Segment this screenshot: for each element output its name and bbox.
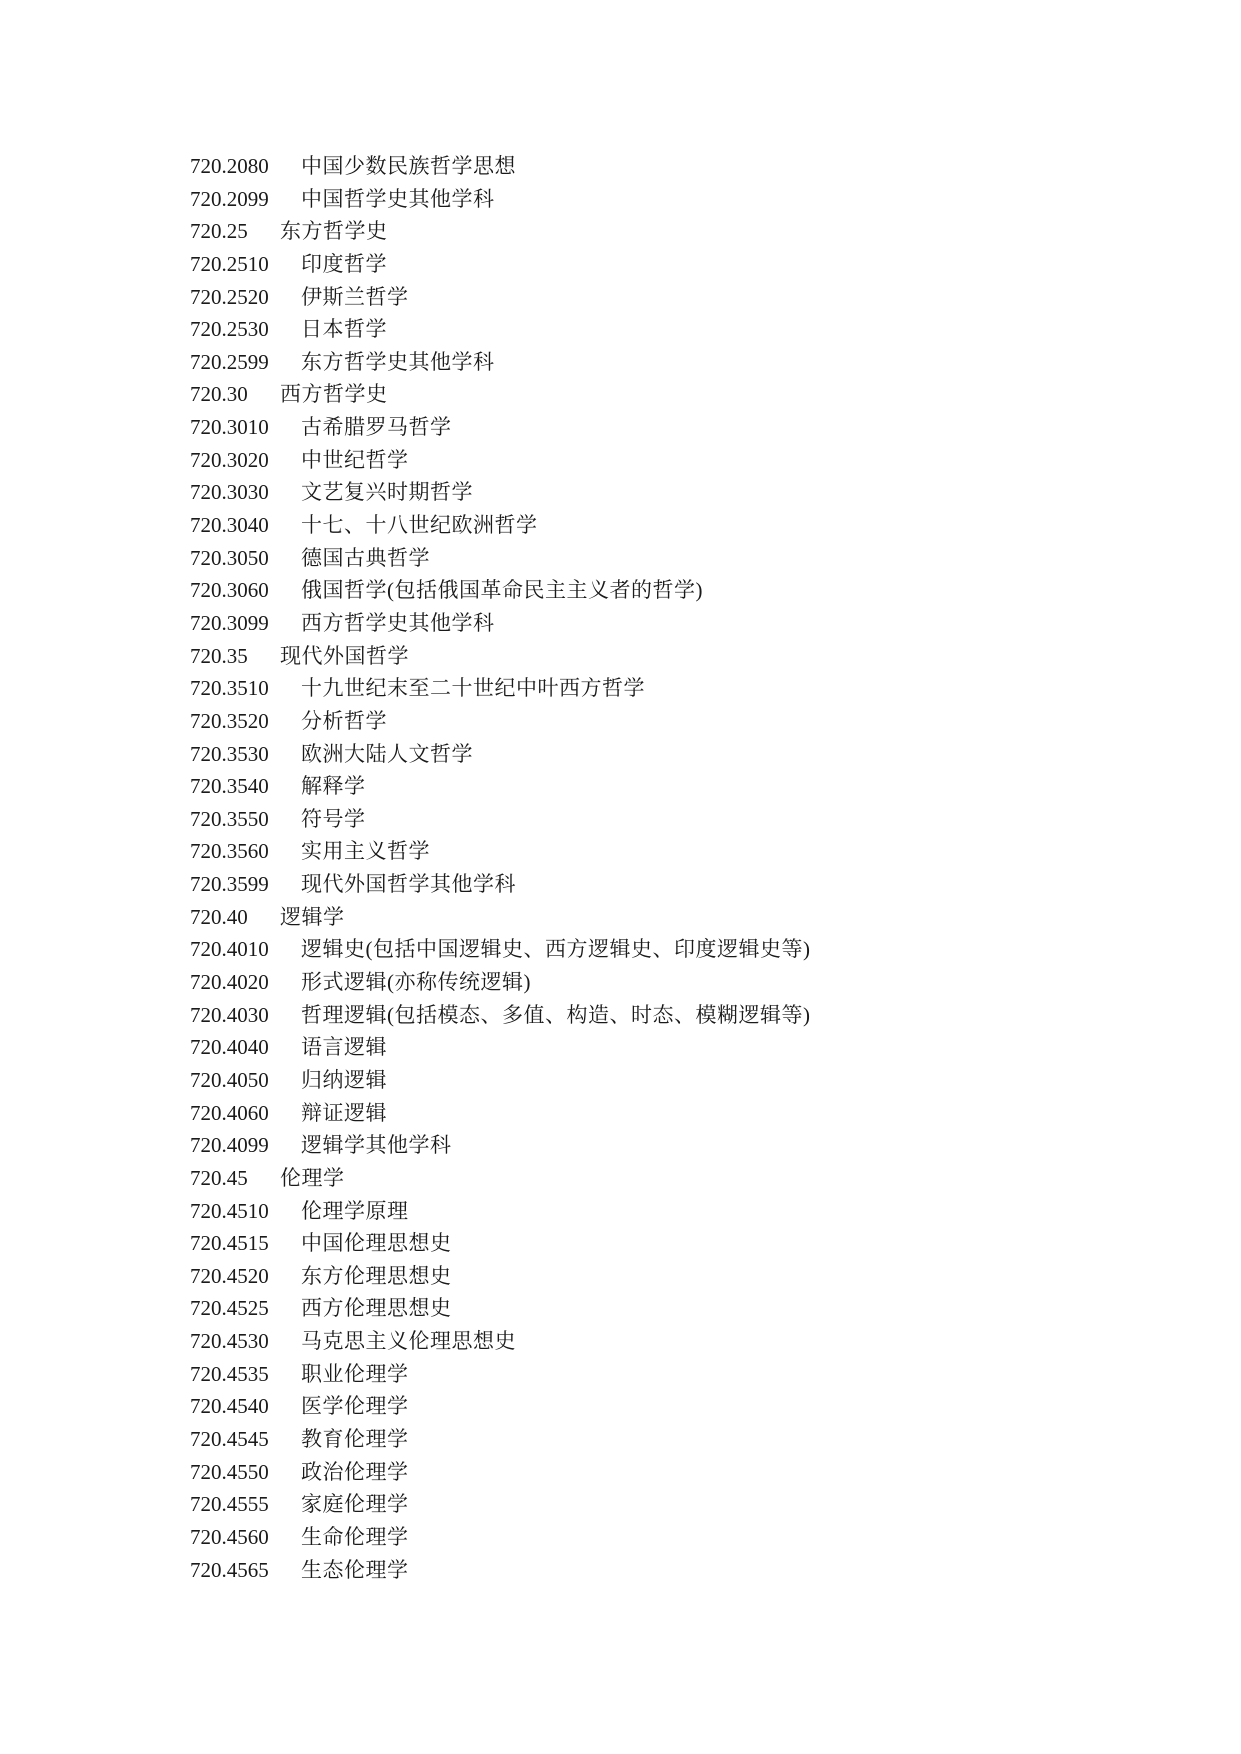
- entry-label: 分析哲学: [301, 708, 387, 733]
- classification-entry: [190, 1129, 810, 1162]
- classification-entry: [190, 1031, 810, 1064]
- classification-entry: [190, 640, 810, 673]
- classification-entry: [190, 1456, 810, 1489]
- classification-list: [190, 150, 810, 1586]
- entry-label: 中世纪哲学: [301, 447, 409, 472]
- entry-code: 720.3099: [190, 610, 269, 635]
- classification-entry: [190, 1064, 810, 1097]
- entry-label: 文艺复兴时期哲学: [301, 480, 473, 505]
- classification-entry: [190, 183, 810, 216]
- classification-entry: [190, 1227, 810, 1260]
- classification-entry: [190, 542, 810, 575]
- classification-entry: [190, 803, 810, 836]
- classification-entry: [190, 1488, 810, 1521]
- entry-code: 720.3560: [190, 839, 269, 864]
- classification-entry: [190, 607, 810, 640]
- entry-code: 720.2599: [190, 349, 269, 374]
- entry-label: 中国伦理思想史: [301, 1231, 452, 1256]
- entry-label: 职业伦理学: [301, 1361, 409, 1386]
- entry-label: 十九世纪末至二十世纪中叶西方哲学: [301, 676, 645, 701]
- classification-entry: [190, 901, 810, 934]
- classification-entry: [190, 150, 810, 183]
- entry-code: 720.4050: [190, 1067, 269, 1092]
- classification-entry: [190, 1097, 810, 1130]
- classification-entry: [190, 770, 810, 803]
- entry-label: 俄国哲学(包括俄国革命民主主义者的哲学): [301, 578, 703, 603]
- entry-label: 马克思主义伦理思想史: [301, 1329, 516, 1354]
- classification-entry: [190, 281, 810, 314]
- entry-label: 德国古典哲学: [301, 545, 430, 570]
- entry-label: 生命伦理学: [301, 1524, 409, 1549]
- entry-label: 辩证逻辑: [301, 1100, 387, 1125]
- classification-entry: [190, 868, 810, 901]
- entry-label: 东方伦理思想史: [301, 1263, 452, 1288]
- classification-entry: [190, 705, 810, 738]
- classification-entry: [190, 933, 810, 966]
- entry-label: 教育伦理学: [301, 1426, 409, 1451]
- classification-entry: [190, 313, 810, 346]
- entry-label: 东方哲学史其他学科: [301, 349, 495, 374]
- entry-code: 720.2530: [190, 317, 269, 342]
- classification-entry: [190, 509, 810, 542]
- entry-label: 印度哲学: [301, 251, 387, 276]
- entry-code: 720.35: [190, 643, 248, 668]
- entry-label: 实用主义哲学: [301, 839, 430, 864]
- classification-entry: [190, 1325, 810, 1358]
- entry-code: 720.4530: [190, 1329, 269, 1354]
- entry-code: 720.3010: [190, 415, 269, 440]
- entry-label: 中国哲学史其他学科: [301, 186, 495, 211]
- entry-label: 西方哲学史: [280, 382, 388, 407]
- entry-code: 720.2099: [190, 186, 269, 211]
- entry-label: 十七、十八世纪欧洲哲学: [301, 513, 538, 538]
- entry-code: 720.4550: [190, 1459, 269, 1484]
- entry-code: 720.3050: [190, 545, 269, 570]
- entry-code: 720.4020: [190, 970, 269, 995]
- entry-code: 720.2520: [190, 284, 269, 309]
- classification-entry: [190, 738, 810, 771]
- entry-label: 伊斯兰哲学: [301, 284, 409, 309]
- classification-entry: [190, 346, 810, 379]
- classification-entry: [190, 1390, 810, 1423]
- classification-entry: [190, 1260, 810, 1293]
- entry-code: 720.4525: [190, 1296, 269, 1321]
- classification-entry: [190, 248, 810, 281]
- entry-code: 720.3550: [190, 806, 269, 831]
- entry-label: 语言逻辑: [301, 1035, 387, 1060]
- entry-code: 720.4515: [190, 1231, 269, 1256]
- classification-entry: [190, 215, 810, 248]
- entry-code: 720.40: [190, 904, 248, 929]
- entry-code: 720.3040: [190, 513, 269, 538]
- entry-label: 形式逻辑(亦称传统逻辑): [301, 970, 531, 995]
- classification-entry: [190, 574, 810, 607]
- entry-code: 720.4040: [190, 1035, 269, 1060]
- classification-entry: [190, 1195, 810, 1228]
- entry-label: 西方伦理思想史: [301, 1296, 452, 1321]
- classification-entry: [190, 966, 810, 999]
- entry-label: 解释学: [301, 774, 366, 799]
- classification-entry: [190, 1162, 810, 1195]
- entry-label: 逻辑学: [280, 904, 345, 929]
- classification-entry: [190, 672, 810, 705]
- entry-code: 720.4099: [190, 1133, 269, 1158]
- entry-code: 720.4560: [190, 1524, 269, 1549]
- entry-code: 720.4030: [190, 1002, 269, 1027]
- entry-label: 日本哲学: [301, 317, 387, 342]
- entry-label: 逻辑学其他学科: [301, 1133, 452, 1158]
- classification-entry: [190, 1358, 810, 1391]
- entry-code: 720.3060: [190, 578, 269, 603]
- entry-label: 伦理学: [280, 1165, 345, 1190]
- classification-entry: [190, 1554, 810, 1587]
- classification-entry: [190, 1521, 810, 1554]
- entry-label: 现代外国哲学: [280, 643, 409, 668]
- entry-code: 720.25: [190, 219, 248, 244]
- entry-code: 720.3030: [190, 480, 269, 505]
- entry-label: 逻辑史(包括中国逻辑史、西方逻辑史、印度逻辑史等): [301, 937, 811, 962]
- entry-label: 西方哲学史其他学科: [301, 610, 495, 635]
- entry-label: 欧洲大陆人文哲学: [301, 741, 473, 766]
- entry-label: 哲理逻辑(包括模态、多值、构造、时态、模糊逻辑等): [301, 1002, 811, 1027]
- entry-code: 720.4010: [190, 937, 269, 962]
- entry-code: 720.3520: [190, 708, 269, 733]
- entry-label: 符号学: [301, 806, 366, 831]
- entry-code: 720.45: [190, 1165, 248, 1190]
- classification-entry: [190, 1423, 810, 1456]
- entry-label: 东方哲学史: [280, 219, 388, 244]
- entry-code: 720.3020: [190, 447, 269, 472]
- entry-code: 720.3530: [190, 741, 269, 766]
- classification-entry: [190, 835, 810, 868]
- entry-code: 720.30: [190, 382, 248, 407]
- entry-label: 政治伦理学: [301, 1459, 409, 1484]
- classification-entry: [190, 999, 810, 1032]
- entry-label: 伦理学原理: [301, 1198, 409, 1223]
- entry-code: 720.4555: [190, 1492, 269, 1517]
- entry-code: 720.4545: [190, 1426, 269, 1451]
- entry-code: 720.3599: [190, 872, 269, 897]
- entry-code: 720.3540: [190, 774, 269, 799]
- entry-label: 古希腊罗马哲学: [301, 415, 452, 440]
- entry-code: 720.2510: [190, 251, 269, 276]
- entry-code: 720.2080: [190, 154, 269, 178]
- entry-code: 720.4565: [190, 1557, 269, 1582]
- entry-code: 720.4540: [190, 1394, 269, 1419]
- entry-label: 家庭伦理学: [301, 1492, 409, 1517]
- entry-label: 生态伦理学: [301, 1557, 409, 1582]
- entry-label: 医学伦理学: [301, 1394, 409, 1419]
- entry-label: 现代外国哲学其他学科: [301, 872, 516, 897]
- entry-label: 归纳逻辑: [301, 1067, 387, 1092]
- classification-entry: [190, 444, 810, 477]
- entry-code: 720.4510: [190, 1198, 269, 1223]
- classification-entry: [190, 378, 810, 411]
- entry-code: 720.4060: [190, 1100, 269, 1125]
- entry-label: 中国少数民族哲学思想: [301, 154, 516, 178]
- entry-code: 720.4535: [190, 1361, 269, 1386]
- classification-entry: [190, 411, 810, 444]
- entry-code: 720.4520: [190, 1263, 269, 1288]
- classification-entry: [190, 476, 810, 509]
- classification-entry: [190, 1292, 810, 1325]
- entry-code: 720.3510: [190, 676, 269, 701]
